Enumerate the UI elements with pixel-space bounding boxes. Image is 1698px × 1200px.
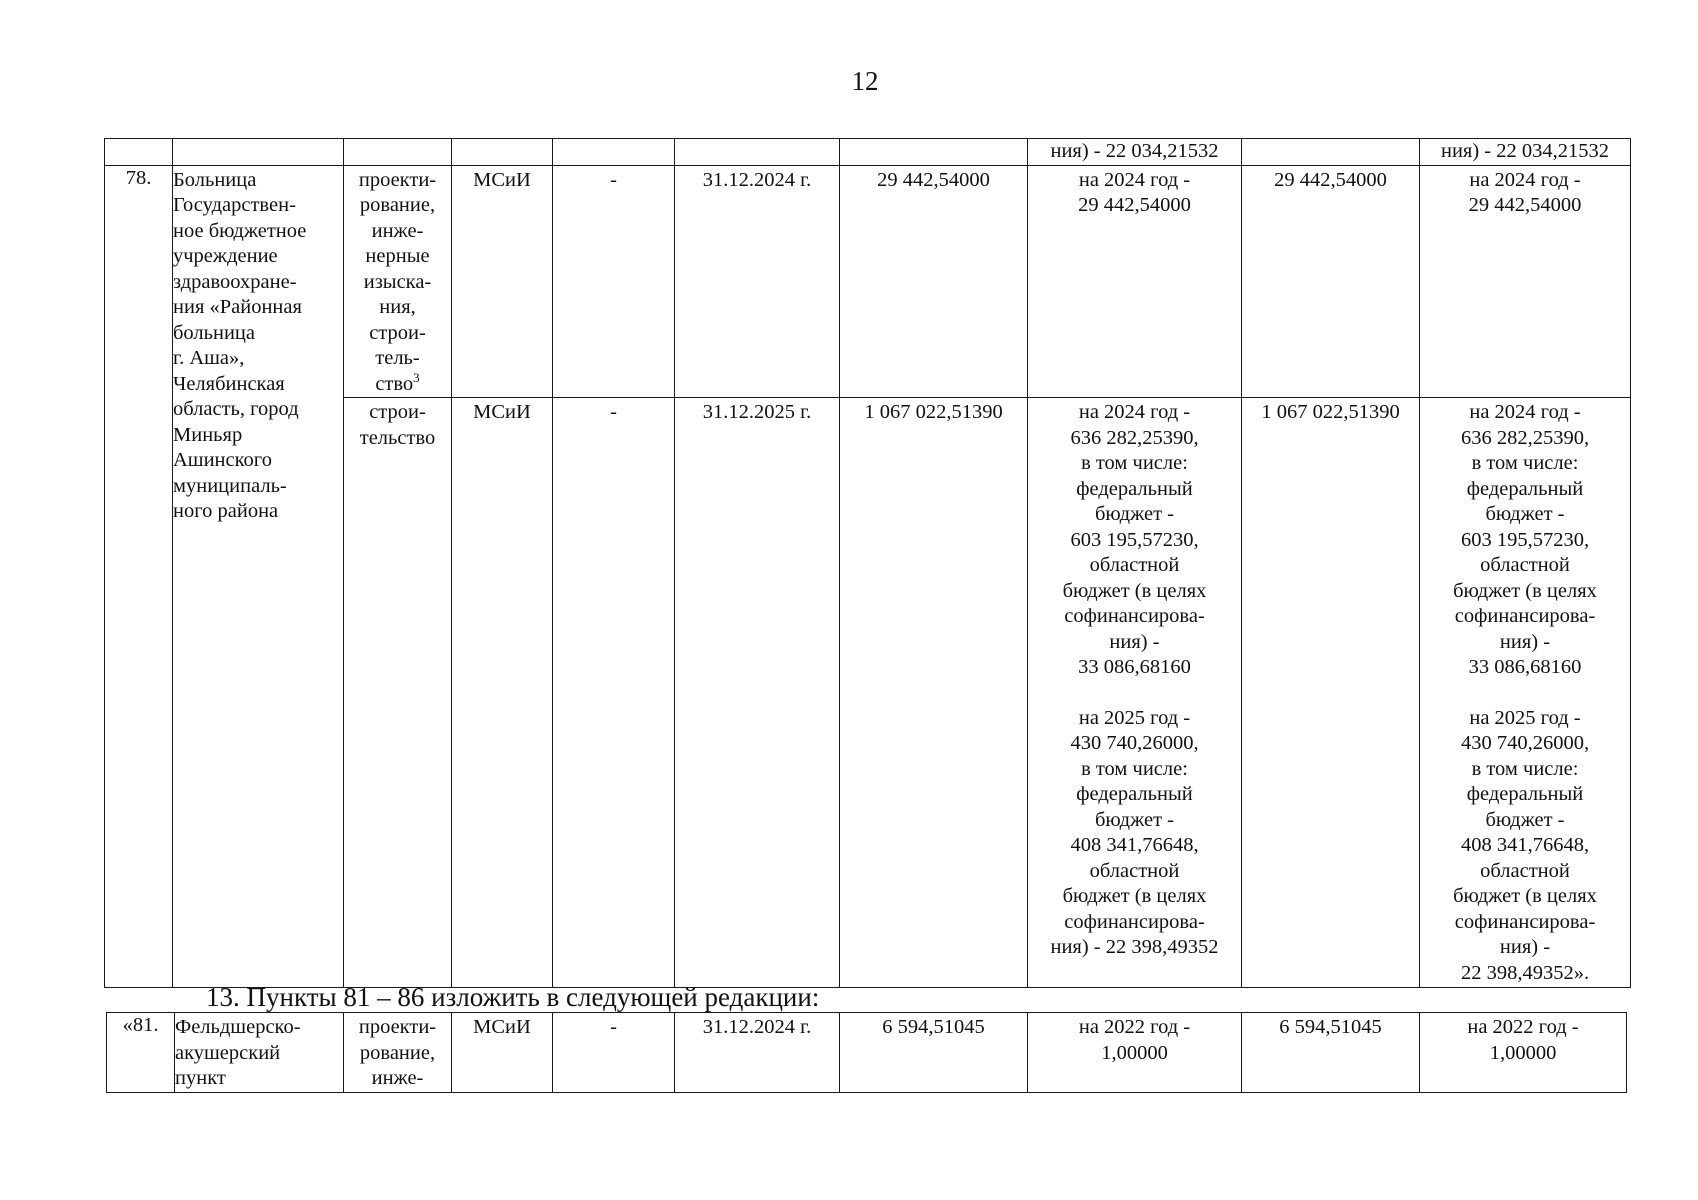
table-row bbox=[107, 1013, 1627, 1093]
section-13-instruction: 13. Пункты 81 – 86 изложить в следующей редакции: bbox=[206, 982, 820, 1012]
item-number: «81. bbox=[107, 1013, 175, 1093]
empty-dash: - bbox=[553, 165, 675, 398]
continuation-financing-rf: ния) - 22 034,21532 bbox=[1420, 139, 1631, 166]
customer: МСиИ bbox=[452, 165, 553, 398]
customer: МСиИ bbox=[452, 398, 553, 988]
financing-plan: на 2022 год - 1,00000 bbox=[1028, 1013, 1242, 1093]
estimated-cost: 6 594,51045 bbox=[840, 1013, 1028, 1093]
construction-objects-table bbox=[104, 138, 1631, 988]
continuation-row bbox=[105, 139, 1631, 166]
works-type: строи- тельство bbox=[344, 398, 452, 988]
financing-plan: на 2024 год - 636 282,25390, в том числе: федеральный бюджет - 603 195,57230, областной бюджет (в целях софинансирова- ния) - 33 086,68160 на 2025 год - 430 740,26000, в том числе: федеральный бюджет - 408 341,76648, областной бюджет (в целях софинансирова- ния) - 22 398,49352 bbox=[1028, 398, 1242, 988]
estimated-cost-rf: 1 067 022,51390 bbox=[1242, 398, 1420, 988]
financing-plan-rf: на 2022 год - 1,00000 bbox=[1420, 1013, 1627, 1093]
item-number: 78. bbox=[105, 165, 173, 988]
page-number: 12 bbox=[851, 66, 879, 96]
completion-date: 31.12.2024 г. bbox=[675, 165, 840, 398]
financing-plan-rf: на 2024 год - 29 442,54000 bbox=[1420, 165, 1631, 398]
empty-dash: - bbox=[553, 398, 675, 988]
completion-date: 31.12.2025 г. bbox=[675, 398, 840, 988]
table-row bbox=[105, 165, 1631, 398]
works-type: проекти- рование, инже- нерные изыска- ния, строи- тель- ство$^3$ bbox=[344, 165, 452, 398]
completion-date: 31.12.2024 г. bbox=[675, 1013, 840, 1093]
object-name: Фельдшерско- акушерский пункт bbox=[175, 1013, 344, 1093]
customer: МСиИ bbox=[452, 1013, 553, 1093]
estimated-cost: 29 442,54000 bbox=[840, 165, 1028, 398]
object-name: Больница Государствен- ное бюджетное учреждение здравоохране- ния «Районная больница г. Аша», Челябинская область, город Миньяр Ашинского муниципаль- ного района bbox=[173, 165, 344, 988]
estimated-cost-rf: 29 442,54000 bbox=[1242, 165, 1420, 398]
estimated-cost: 1 067 022,51390 bbox=[840, 398, 1028, 988]
works-type: проекти- рование, инже- bbox=[344, 1013, 452, 1093]
continuation-financing: ния) - 22 034,21532 bbox=[1028, 139, 1242, 166]
construction-objects-table-continued bbox=[106, 1012, 1627, 1093]
footnote-mark: 3 bbox=[413, 369, 420, 385]
financing-plan-rf: на 2024 год - 636 282,25390, в том числе: федеральный бюджет - 603 195,57230, областной бюджет (в целях софинансирова- ния) - 33 086,68160 на 2025 год - 430 740,26000, в том числе: федеральный бюджет - 408 341,76648, областной бюджет (в целях софинансирова- ния) - 22 398,49352». bbox=[1420, 398, 1631, 988]
estimated-cost-rf: 6 594,51045 bbox=[1242, 1013, 1420, 1093]
financing-plan: на 2024 год - 29 442,54000 bbox=[1028, 165, 1242, 398]
empty-dash: - bbox=[553, 1013, 675, 1093]
